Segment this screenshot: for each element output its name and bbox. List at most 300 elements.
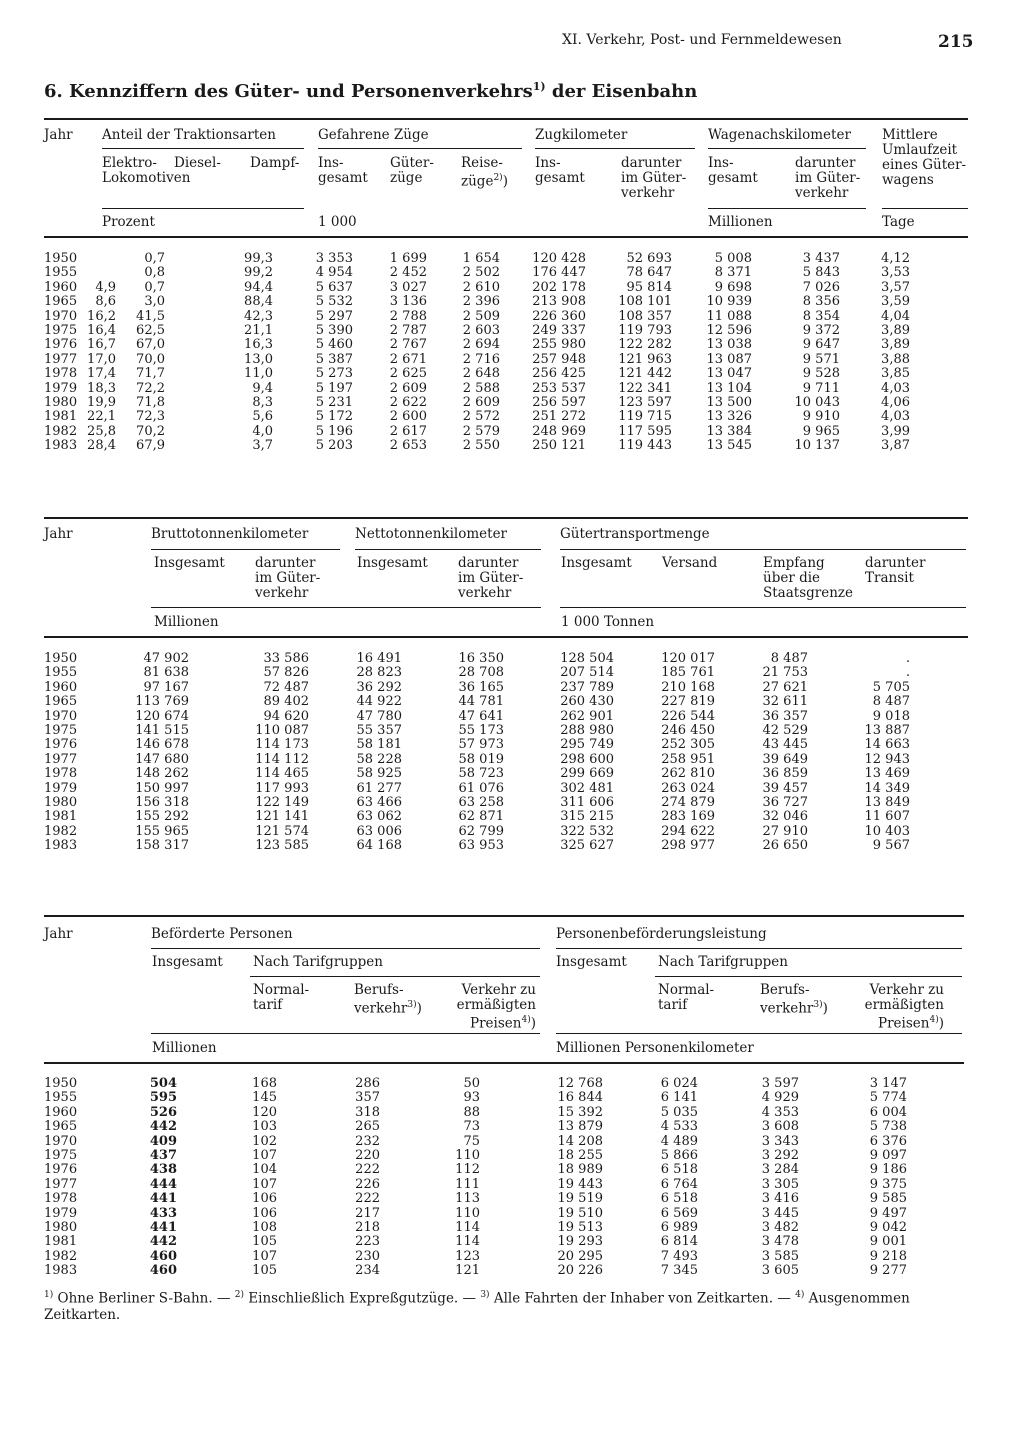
t3-unit-rule-2 [556, 1033, 962, 1034]
t2-gtm-insgesamt-cell: 299 669 [560, 766, 614, 782]
t3-nach-l: Nach Tarifgruppen [658, 954, 788, 970]
t3-unit-rule-1 [151, 1033, 540, 1034]
t1-wagenachs-insgesamt-cell: 12 596 [706, 323, 752, 339]
t3-year-cell: 1981 [44, 1234, 78, 1250]
t1-elektro-cell: 25,8 [87, 423, 116, 439]
t3-leistung-berufsverkehr-cell: 3 597 [761, 1076, 799, 1091]
t2-unit-rule-2 [560, 607, 966, 608]
t3-personen-ermaessigt-cell: 88 [463, 1104, 480, 1120]
t1-jahr-header: Jahr [44, 127, 73, 143]
t1-zugkm-rule [535, 148, 695, 149]
t3-personen-normaltarif-cell: 102 [252, 1133, 277, 1149]
t1-zuege-insgesamt-cell: 5 231 [315, 395, 353, 411]
t2-header-bottom-rule [44, 636, 968, 638]
t1-diesel-cell: 70,2 [136, 423, 165, 439]
t3-leistung-normaltarif-column [661, 1077, 698, 1279]
t1-diesel-cell: 71,8 [136, 395, 165, 411]
t1-wagenachs-insgesamt-cell: 13 545 [706, 438, 752, 454]
t1-zuege-insgesamt-cell: 5 203 [315, 438, 353, 454]
t2-brutto-gueter-column [255, 652, 309, 854]
t3-personen-insgesamt-cell: 442 [149, 1119, 177, 1135]
t1-zuege-insgesamt-cell: 5 387 [315, 351, 353, 367]
t1-diesel-cell: 67,9 [136, 438, 165, 454]
t2-versand-cell: 262 810 [661, 766, 715, 782]
t2-versand-column [661, 652, 715, 854]
t2-brutto-header: Bruttotonnenkilometer [151, 526, 309, 542]
t3-year-cell: 1955 [44, 1090, 78, 1106]
t1-zugkm-insgesamt-cell: 257 948 [532, 351, 586, 367]
t1-eines: eines Güter- [882, 157, 967, 173]
t2-empfang-cell: 27 910 [762, 823, 808, 839]
t1-wagenachs-gueter-cell: 9 571 [802, 351, 840, 367]
t1-zugkm-gueter-cell: 123 597 [618, 395, 672, 411]
t3-personen-normaltarif-cell: 104 [252, 1162, 277, 1178]
t1-wagenachs-insgesamt-cell: 13 087 [706, 351, 752, 367]
t1-elektro-cell: 16,2 [87, 308, 116, 324]
t3-leistung-normaltarif-cell: 5 866 [660, 1148, 698, 1164]
t3-normal-l1: Normal- [658, 982, 715, 998]
t1-reisezuege-cell: 2 502 [462, 265, 500, 281]
t1-zugkm-gueter-cell: 121 963 [618, 351, 672, 367]
t1-diesel-cell: 71,7 [136, 366, 165, 382]
t1-umlaufzeit-cell: 3,99 [881, 423, 910, 439]
t3-leistung-ermaessigt-cell: 9 186 [869, 1162, 907, 1178]
t1-wagenachs-rule [708, 148, 866, 149]
t1-dampf-cell: 9,4 [252, 380, 273, 396]
t1-elektro-cell [87, 252, 116, 266]
t1-dampf-cell: 13,0 [244, 351, 273, 367]
t3-personen-insgesamt-cell: 409 [149, 1133, 177, 1149]
t2-versand-cell: 294 622 [661, 823, 715, 839]
t3-leistung-ermaessigt-cell: 9 277 [869, 1263, 907, 1279]
t3-leistung-berufsverkehr-cell: 3 605 [761, 1263, 799, 1279]
t1-year-cell: 1977 [44, 351, 78, 367]
t1-gueterzuege-cell: 1 699 [389, 251, 427, 266]
t3-leistung-berufsverkehr-cell: 3 305 [761, 1176, 799, 1192]
t3-befoerderte-header: Beförderte Personen [151, 926, 293, 942]
t2-empfang-cell: 32 611 [762, 694, 808, 710]
t2-brutto-insgesamt-cell: 113 769 [135, 694, 189, 710]
t2-transit-cell: 9 018 [872, 708, 910, 724]
t1-diesel-cell: 62,5 [136, 323, 165, 339]
t3-personen-insgesamt-cell: 438 [149, 1162, 177, 1178]
t1-umlaufzeit-cell: 3,89 [881, 337, 910, 353]
t2-unit-rule-1 [151, 607, 541, 608]
running-header: XI. Verkehr, Post- und Fernmeldewesen [562, 32, 842, 48]
t2-gtm-insgesamt-cell: 302 481 [560, 780, 614, 796]
t1-wagenachs-insgesamt-cell: 13 104 [706, 380, 752, 396]
t1-ins2: Ins- [535, 155, 561, 171]
t3-leistung-ermaessigt-cell: 6 004 [869, 1104, 907, 1120]
t3-leistung-insgesamt-cell: 19 443 [557, 1176, 603, 1192]
t3-leistung-insgesamt-cell: 19 293 [557, 1234, 603, 1250]
t3-year-cell: 1975 [44, 1148, 78, 1164]
t2-year-cell: 1979 [44, 780, 78, 796]
t3-personen-normaltarif-cell: 107 [252, 1248, 277, 1264]
t3-nach-p: Nach Tarifgruppen [253, 954, 383, 970]
t1-zugkm-insgesamt-cell: 248 969 [532, 423, 586, 439]
t2-year-cell: 1978 [44, 766, 78, 782]
t1-lokomotiven-label: Lokomotiven [102, 170, 191, 186]
t3-leistung-normaltarif-cell: 6 764 [660, 1176, 698, 1192]
t3-leistung-ermaessigt-cell: 6 376 [869, 1133, 907, 1149]
t3-leistung-insgesamt-cell: 16 844 [557, 1090, 603, 1106]
t2-year-cell: 1970 [44, 708, 78, 724]
t2-empfang-cell: 43 445 [762, 737, 808, 753]
t1-year-cell: 1960 [44, 279, 78, 295]
t1-unit-1000: 1 000 [318, 214, 357, 230]
t3-leistung-insgesamt-cell: 19 513 [557, 1220, 603, 1236]
t3-leistung-berufsverkehr-cell: 3 416 [761, 1191, 799, 1207]
t2-gtm-rule [560, 549, 966, 550]
t1-wagenachs-insgesamt-cell: 9 698 [714, 279, 752, 295]
t2-transit-cell: 9 567 [872, 838, 910, 854]
t2-transit: Transit [865, 570, 914, 586]
t3-personen-ermaessigt-cell: 113 [455, 1191, 480, 1207]
t2-transit-cell: 13 849 [864, 795, 910, 811]
t2-transit-cell: 13 887 [864, 723, 910, 739]
t1-reisezuege-cell: 2 579 [462, 423, 500, 439]
t1-reisezuege-column [463, 252, 500, 454]
t3-leistung-ermaessigt-cell: 5 738 [869, 1119, 907, 1135]
t1-gueterzuege-cell: 3 027 [389, 279, 427, 295]
t3-leistung-berufsverkehr-cell: 3 284 [761, 1162, 799, 1178]
t1-zugkm-gueter-cell: 108 101 [618, 294, 672, 310]
t3-leistung-berufsverkehr-cell: 3 343 [761, 1133, 799, 1149]
t2-gtm-insgesamt-column [560, 652, 614, 854]
t3-nach-p-rule [250, 976, 540, 977]
t1-zugkm-gueter-cell: 119 793 [618, 323, 672, 339]
t3-leistung-ermaessigt-cell: 9 585 [869, 1191, 907, 1207]
t2-netto-insgesamt-cell: 44 922 [356, 694, 402, 710]
t2-netto-gueter-cell: 44 781 [458, 694, 504, 710]
t3-year-cell: 1965 [44, 1119, 78, 1135]
t1-zugkm-header: Zugkilometer [535, 127, 628, 143]
t2-brutto-gueter-cell: 94 620 [263, 708, 309, 724]
t3-personen-ermaessigt-cell: 111 [455, 1176, 480, 1192]
t3-personen-insgesamt-cell: 441 [149, 1191, 177, 1207]
t1-zugkm-gueter-cell: 52 693 [626, 251, 672, 266]
t3-personen-insgesamt-cell: 441 [149, 1220, 177, 1236]
t1-diesel-cell: 72,2 [136, 380, 165, 396]
t3-verk-l2: ermäßigten [864, 997, 944, 1013]
t2-brutto-gueter-cell: 57 826 [263, 665, 309, 681]
t2-transit-cell: 10 403 [864, 823, 910, 839]
t1-year-cell: 1955 [44, 265, 78, 281]
t3-leistung-normaltarif-cell: 6 518 [660, 1162, 698, 1178]
t1-zugkm-insgesamt-cell: 256 597 [532, 395, 586, 411]
t2-netto-insgesamt-cell: 36 292 [356, 679, 402, 695]
t1-zugkm-insgesamt-cell: 250 121 [532, 438, 586, 454]
t2-netto-gueter-cell: 58 019 [458, 751, 504, 767]
t1-umlaufzeit-cell: 3,89 [881, 323, 910, 339]
t2-brutto-insgesamt-column [135, 652, 189, 854]
t3-leistung-normaltarif-cell: 6 141 [660, 1090, 698, 1106]
t1-diesel-cell: 0,8 [144, 265, 165, 281]
t1-zuege-insgesamt-cell: 5 196 [315, 423, 353, 439]
t3-year-cell: 1960 [44, 1104, 78, 1120]
t3-leistung-berufsverkehr-cell: 3 478 [761, 1234, 799, 1250]
t1-zugkm-gueter-cell: 108 357 [618, 308, 672, 324]
t3-leistung-ermaessigt-cell: 9 375 [869, 1176, 907, 1192]
t2-brutto-gueter-cell: 121 141 [255, 809, 309, 825]
t1-unit-prozent: Prozent [102, 214, 155, 230]
footnote-line-1: $^{1)}$ Ohne Berliner S-Bahn. — $^{2)}$ Einschließlich Expreßgutzüge. — $^{3)}$ Alle Fahrten der Inhaber von Zeitkarten. — $^{4)}$ Ausgenommen [44, 1290, 910, 1307]
t3-header-bottom-rule [44, 1062, 964, 1064]
t3-leistung-normaltarif-cell: 4 489 [660, 1133, 698, 1149]
t1-wagenachs-gueter-cell: 9 372 [802, 323, 840, 339]
t1-zuege-insgesamt-cell: 5 390 [315, 323, 353, 339]
t1-zuege-insgesamt-cell: 5 297 [315, 308, 353, 324]
t1-umlaufzeit-cell: 3,53 [881, 265, 910, 281]
t3-personen-berufsverkehr-column [355, 1077, 380, 1279]
t3-personen-berufsverkehr-cell: 232 [355, 1133, 380, 1149]
t2-gtm-insgesamt-cell: 207 514 [560, 665, 614, 681]
t3-personen-insgesamt-cell: 460 [149, 1263, 177, 1279]
t1-anteil-rule [102, 148, 304, 149]
t2-brutto-rule [151, 549, 340, 550]
t2-gtm-insgesamt-cell: 295 749 [560, 737, 614, 753]
t1-elektro-cell: 17,4 [87, 366, 116, 382]
t2-gtm-insgesamt-cell: 311 606 [560, 795, 614, 811]
t3-leistung-berufsverkehr-cell: 4 929 [761, 1090, 799, 1106]
t1-reisezuege-cell: 2 603 [462, 323, 500, 339]
t1-dampf-cell: 5,6 [252, 409, 273, 425]
t1-year-cell: 1983 [44, 438, 78, 454]
t1-dampf-label: Dampf- [250, 155, 300, 171]
t1-umlaufzeit-cell: 4,06 [881, 395, 910, 411]
t1-wagenachs-insgesamt-cell: 13 326 [706, 409, 752, 425]
t1-zuege-insgesamt-cell: 5 273 [315, 366, 353, 382]
t1-year-cell: 1950 [44, 251, 78, 266]
t1-zugkm-insgesamt-cell: 256 425 [532, 366, 586, 382]
t3-top-rule [44, 915, 964, 917]
t2-brutto-gueter-cell: 33 586 [263, 651, 309, 666]
t2-versand-cell: 298 977 [661, 838, 715, 854]
t2-netto-gueter-cell: 36 165 [458, 679, 504, 695]
t1-gueterzuege-cell: 2 787 [389, 323, 427, 339]
t3-personen-insgesamt-cell: 526 [149, 1104, 177, 1120]
t2-brutto-insgesamt-cell: 147 680 [135, 751, 189, 767]
t3-year-cell: 1980 [44, 1220, 78, 1236]
t3-personen-ermaessigt-cell: 123 [455, 1248, 480, 1264]
t2-year-cell: 1976 [44, 737, 78, 753]
t3-personen-ermaessigt-cell: 121 [455, 1263, 480, 1279]
t2-empfang-cell: 32 046 [762, 809, 808, 825]
t2-ueberdie: über die [763, 570, 821, 586]
t2-versand-cell: 227 819 [661, 694, 715, 710]
t3-personen-berufsverkehr-cell: 357 [355, 1090, 380, 1106]
t2-insgesamt-n: Insgesamt [357, 555, 428, 571]
t3-year-cell: 1979 [44, 1205, 78, 1221]
t2-versand-cell: 283 169 [661, 809, 715, 825]
t1-wagenachs-insgesamt-cell: 13 047 [706, 366, 752, 382]
t2-netto-insgesamt-cell: 16 491 [356, 651, 402, 666]
t2-netto-gueter-cell: 28 708 [458, 665, 504, 681]
t3-leistung-berufsverkehr-cell: 4 353 [761, 1104, 799, 1120]
t1-diesel-cell: 3,0 [144, 294, 165, 310]
t2-netto-gueter-cell: 61 076 [458, 780, 504, 796]
t2-gtm-insgesamt-cell: 315 215 [560, 809, 614, 825]
t1-header-bottom-rule [44, 236, 968, 238]
t2-insgesamt-b: Insgesamt [154, 555, 225, 571]
t2-netto-insgesamt-cell: 58 181 [356, 737, 402, 753]
t2-versand-cell: 120 017 [661, 651, 715, 666]
t3-leistung-ermaessigt-cell: 3 147 [869, 1076, 907, 1091]
t1-reisezuege-cell: 2 550 [462, 438, 500, 454]
t1-reisezuege-cell: 2 396 [462, 294, 500, 310]
t2-transit-cell: . [905, 665, 910, 681]
t3-year-cell: 1978 [44, 1191, 78, 1207]
t2-brutto-insgesamt-cell: 155 965 [135, 823, 189, 839]
t1-diesel-cell: 0,7 [144, 251, 165, 266]
t3-jahr-header: Jahr [44, 926, 73, 942]
t1-year-cell: 1965 [44, 294, 78, 310]
t1-elektro-cell: 28,4 [87, 438, 116, 454]
t2-brutto-insgesamt-cell: 97 167 [143, 679, 189, 695]
t3-beruf-l2: verkehr$^{3)}$) [760, 1000, 828, 1017]
t3-year-cell: 1970 [44, 1133, 78, 1149]
t2-versand-cell: 210 168 [661, 679, 715, 695]
t3-personen-ermaessigt-cell: 110 [455, 1205, 480, 1221]
t1-zuege-insgesamt-cell: 4 954 [315, 265, 353, 281]
t1-gueterzuege-cell: 2 653 [389, 438, 427, 454]
t3-personen-ermaessigt-cell: 75 [463, 1133, 480, 1149]
t1-wagens: wagens [882, 172, 934, 188]
t3-personen-ermaessigt-cell: 110 [455, 1148, 480, 1164]
t1-unit-rule-2 [708, 208, 866, 209]
t2-netto-insgesamt-column [357, 652, 403, 854]
t2-unit-1000t: 1 000 Tonnen [561, 614, 655, 630]
t1-wagenachs-gueter-cell: 10 043 [794, 395, 840, 411]
footnotes [44, 1287, 974, 1323]
t1-zugkm-insgesamt-cell: 255 980 [532, 337, 586, 353]
t1-reisezuege-cell: 2 588 [462, 380, 500, 396]
t2-year-cell: 1982 [44, 823, 78, 839]
t3-personen-normaltarif-column [252, 1077, 277, 1279]
t3-personen-normaltarif-cell: 106 [252, 1205, 277, 1221]
t3-unit-millionen: Millionen [152, 1040, 217, 1056]
t1-reisezuege-cell: 2 609 [462, 395, 500, 411]
footnote-line-2: Zeitkarten. [44, 1306, 121, 1323]
t2-netto-gueter-cell: 63 953 [458, 838, 504, 854]
t2-transit-cell: 14 663 [864, 737, 910, 753]
t3-personen-berufsverkehr-cell: 222 [355, 1191, 380, 1207]
t2-netto-insgesamt-cell: 28 823 [356, 665, 402, 681]
t1-umlaufzeit-cell: 4,04 [881, 308, 910, 324]
t2-brutto-gueter-cell: 72 487 [263, 679, 309, 695]
t2-year-cell: 1950 [44, 651, 78, 666]
t1-gueterzuege-cell: 2 625 [389, 366, 427, 382]
t1-gueter1: Güter- [390, 155, 434, 171]
t2-year-cell: 1980 [44, 795, 78, 811]
t1-umlaufzeit-cell: 3,88 [881, 351, 910, 367]
t3-personen-normaltarif-cell: 107 [252, 1148, 277, 1164]
t1-year-cell: 1976 [44, 337, 78, 353]
t1-diesel-label: Diesel- [174, 155, 221, 171]
t1-diesel-cell: 70,0 [136, 351, 165, 367]
t2-netto-insgesamt-cell: 63 062 [356, 809, 402, 825]
t3-leistung-normaltarif-cell: 4 533 [660, 1119, 698, 1135]
t3-personen-insgesamt-cell: 444 [149, 1176, 177, 1192]
t2-brutto-insgesamt-cell: 148 262 [135, 766, 189, 782]
t2-netto-gueter-cell: 62 799 [458, 823, 504, 839]
t2-empfang-cell: 36 859 [762, 766, 808, 782]
t3-leistung-insgesamt-column [558, 1077, 604, 1279]
t1-umlaufzeit-cell: 4,12 [881, 251, 910, 266]
t3-personen-normaltarif-cell: 103 [252, 1119, 277, 1135]
t1-year-column [44, 252, 77, 454]
t1-gueterzuege-cell: 2 617 [389, 423, 427, 439]
t1-wagenachs-gueter-cell: 9 910 [802, 409, 840, 425]
t2-year-cell: 1965 [44, 694, 78, 710]
t2-netto-gueter-column [459, 652, 505, 854]
t2-darunter-n: darunter [458, 555, 519, 571]
t3-personen-ermaessigt-cell: 114 [455, 1234, 480, 1250]
t1-gefahrene-rule [318, 148, 522, 149]
t2-brutto-insgesamt-cell: 120 674 [135, 708, 189, 724]
t3-personen-insgesamt-cell: 442 [149, 1234, 177, 1250]
t1-dampf-cell: 4,0 [252, 423, 273, 439]
t3-personen-insgesamt-cell: 504 [149, 1076, 177, 1091]
t2-empfang-cell: 27 621 [762, 679, 808, 695]
t1-diesel-cell: 0,7 [144, 279, 165, 295]
t1-diesel-cell: 41,5 [136, 308, 165, 324]
t2-year-column [44, 652, 77, 854]
t3-leistung-normaltarif-cell: 6 024 [660, 1076, 698, 1091]
t2-netto-insgesamt-cell: 63 466 [356, 795, 402, 811]
t1-wagenachs-insgesamt-column [707, 252, 753, 454]
t2-brutto-gueter-cell: 117 993 [255, 780, 309, 796]
t2-staatsgrenze: Staatsgrenze [763, 585, 854, 601]
t3-year-cell: 1977 [44, 1176, 78, 1192]
t1-zugkm-gueter-column [618, 252, 672, 454]
t2-empfang: Empfang [763, 555, 825, 571]
t3-leistung-ermaessigt-cell: 9 042 [869, 1220, 907, 1236]
t2-year-cell: 1960 [44, 679, 78, 695]
t3-personen-normaltarif-cell: 168 [252, 1076, 277, 1091]
t1-anteil-header: Anteil der Traktionsarten [102, 127, 276, 143]
t2-gtm-insgesamt-cell: 298 600 [560, 751, 614, 767]
t2-netto-gueter-cell: 62 871 [458, 809, 504, 825]
t1-reisezuege-cell: 1 654 [462, 251, 500, 266]
t2-gtm-insgesamt-cell: 128 504 [560, 651, 614, 666]
t1-zugkm-gueter-cell: 119 443 [618, 438, 672, 454]
t1-umlaufzeit-cell: 3,57 [881, 279, 910, 295]
t1-elektro-cell: 22,1 [87, 409, 116, 425]
t2-brutto-gueter-cell: 114 112 [255, 751, 309, 767]
t2-empfang-cell: 21 753 [762, 665, 808, 681]
t3-leistung-normaltarif-cell: 5 035 [660, 1104, 698, 1120]
t1-wagenachs-gueter-cell: 8 354 [802, 308, 840, 324]
t1-wagenachs-header: Wagenachskilometer [708, 127, 851, 143]
t1-elektro-cell: 17,0 [87, 351, 116, 367]
t2-netto-rule [355, 549, 541, 550]
t1-wagenachs-gueter-cell: 7 026 [802, 279, 840, 295]
t3-personen-berufsverkehr-cell: 223 [355, 1234, 380, 1250]
t2-transit-cell: 8 487 [872, 694, 910, 710]
t3-beruf-p2: verkehr$^{3)}$) [354, 1000, 422, 1017]
t1-gueterzuege-cell: 2 609 [389, 380, 427, 396]
t1-verkehr1: verkehr [621, 185, 675, 201]
t1-darunter1: darunter [621, 155, 682, 171]
t1-gueterzuege-cell: 2 767 [389, 337, 427, 353]
t2-netto-gueter-cell: 16 350 [458, 651, 504, 666]
t2-darunter-t: darunter [865, 555, 926, 571]
t3-leistung-ermaessigt-cell: 9 218 [869, 1248, 907, 1264]
t1-umlaufzeit-column [881, 252, 910, 454]
t1-unit-millionen: Millionen [708, 214, 773, 230]
